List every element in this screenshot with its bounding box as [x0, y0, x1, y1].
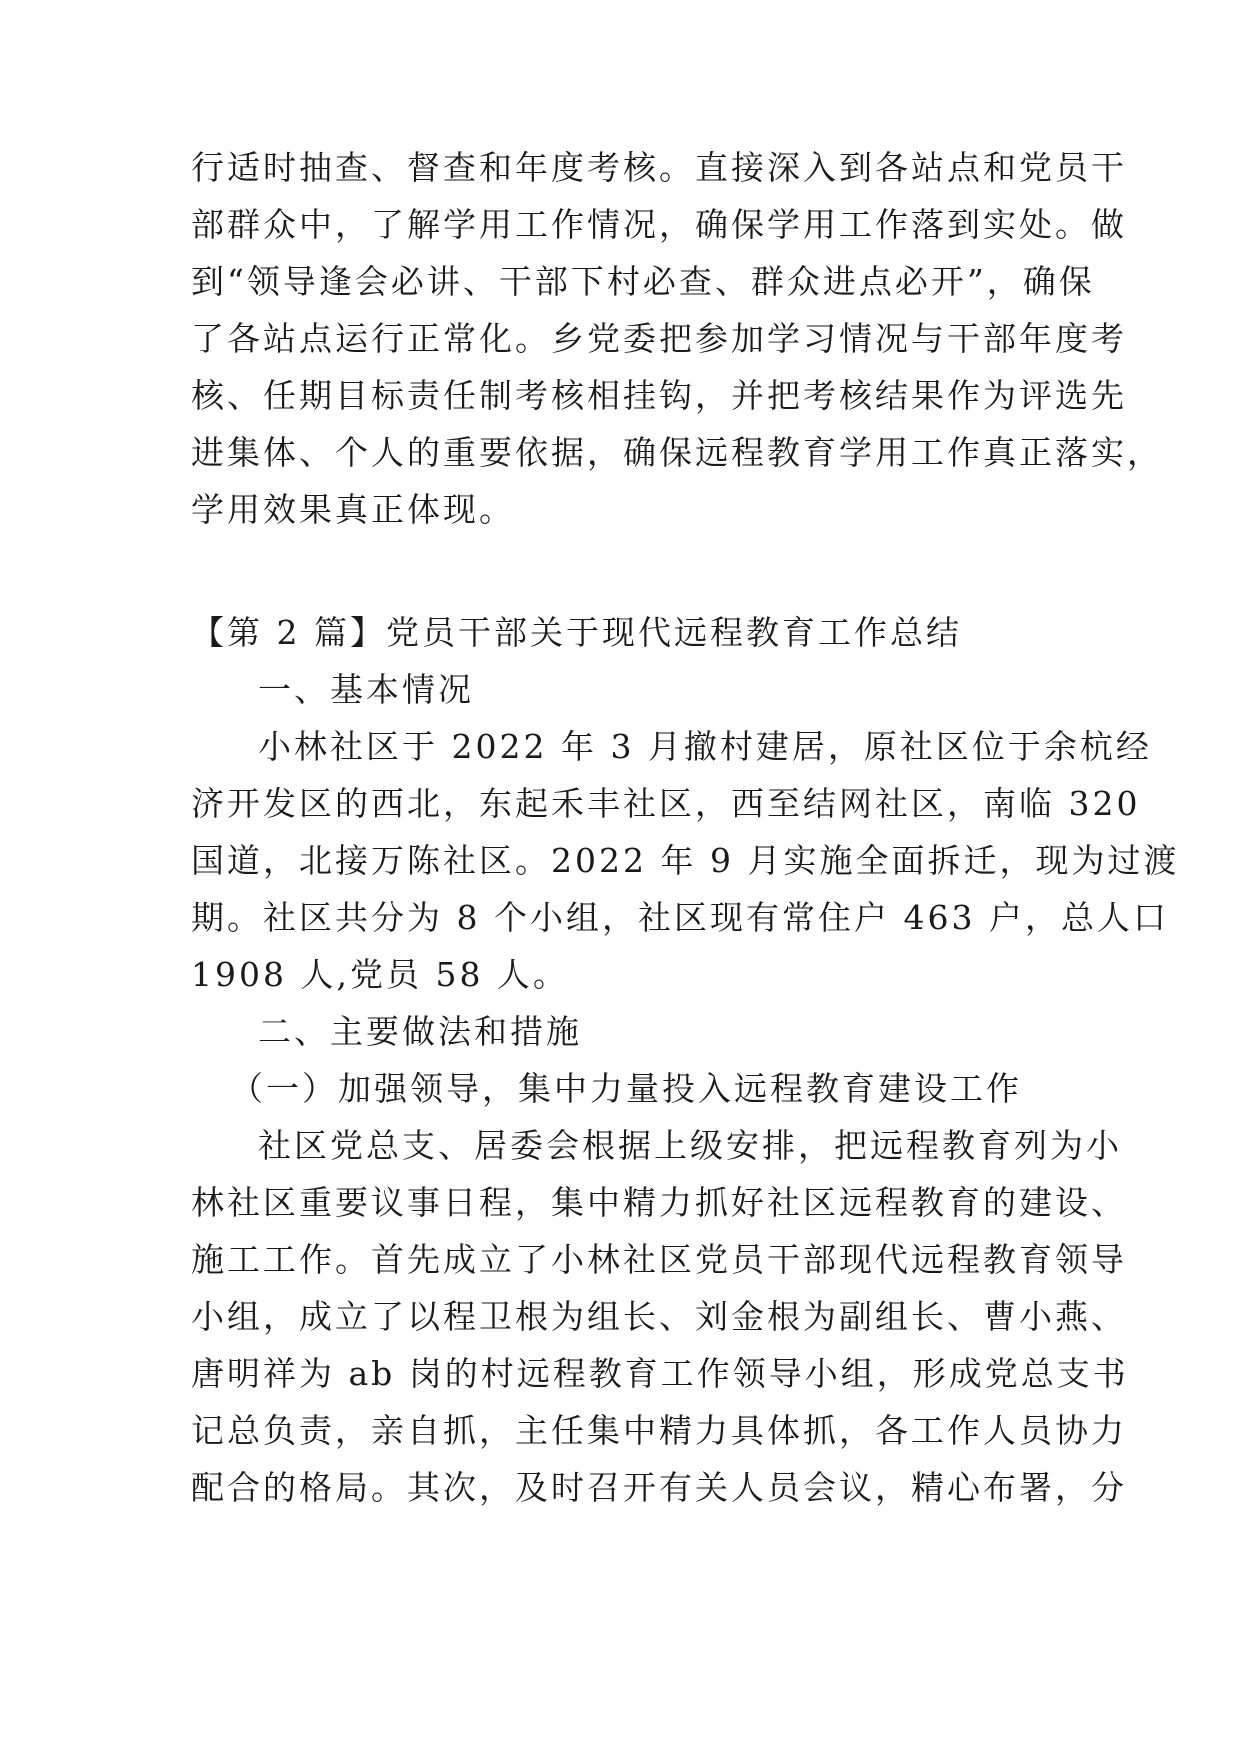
paragraph-line: 行适时抽查、督查和年度考核。直接深入到各站点和党员干 — [191, 148, 1127, 187]
paragraph-line: 社区党总支、居委会根据上级安排，把远程教育列为小 — [258, 1126, 1122, 1165]
paragraph-line: 1908 人,党员 58 人。 — [191, 955, 569, 994]
paragraph-line: 部群众中，了解学用工作情况，确保学用工作落到实处。做 — [191, 205, 1127, 244]
article-title: 【第 2 篇】党员干部关于现代远程教育工作总结 — [191, 613, 962, 652]
paragraph-line: 小林社区于 2022 年 3 月撤村建居，原社区位于余杭经 — [258, 727, 1152, 766]
paragraph-line: 济开发区的西北，东起禾丰社区，西至结网社区，南临 320 — [191, 784, 1141, 823]
paragraph-line: 唐明祥为 ab 岗的村远程教育工作领导小组，形成党总支书 — [191, 1354, 1129, 1393]
paragraph-line: 国道，北接万陈社区。2022 年 9 月实施全面拆迁，现为过渡 — [191, 841, 1180, 880]
paragraph-line: 核、任期目标责任制考核相挂钩，并把考核结果作为评选先 — [191, 376, 1127, 415]
paragraph-line: 学用效果真正体现。 — [191, 490, 515, 529]
paragraph-line: 施工工作。首先成立了小林社区党员干部现代远程教育领导 — [191, 1240, 1127, 1279]
paragraph-line: 了各站点运行正常化。乡党委把参加学习情况与干部年度考 — [191, 319, 1127, 358]
subsection-heading: （一）加强领导，集中力量投入远程教育建设工作 — [230, 1069, 1022, 1108]
paragraph-line: 进集体、个人的重要依据，确保远程教育学用工作真正落实， — [191, 433, 1163, 472]
paragraph-line: 配合的格局。其次，及时召开有关人员会议，精心布署，分 — [191, 1468, 1127, 1507]
paragraph-line: 小组，成立了以程卫根为组长、刘金根为副组长、曹小燕、 — [191, 1297, 1127, 1336]
section-heading: 二、主要做法和措施 — [258, 1012, 582, 1051]
paragraph-line: 期。社区共分为 8 个小组，社区现有常住户 463 户，总人口 — [191, 898, 1169, 937]
paragraph-line: 记总负责，亲自抓，主任集中精力具体抓，各工作人员协力 — [191, 1411, 1127, 1450]
section-heading: 一、基本情况 — [258, 670, 474, 709]
paragraph-line: 到“领导逢会必讲、干部下村必查、群众进点必开”，确保 — [191, 262, 1095, 301]
paragraph-line: 林社区重要议事日程，集中精力抓好社区远程教育的建设、 — [191, 1183, 1127, 1222]
